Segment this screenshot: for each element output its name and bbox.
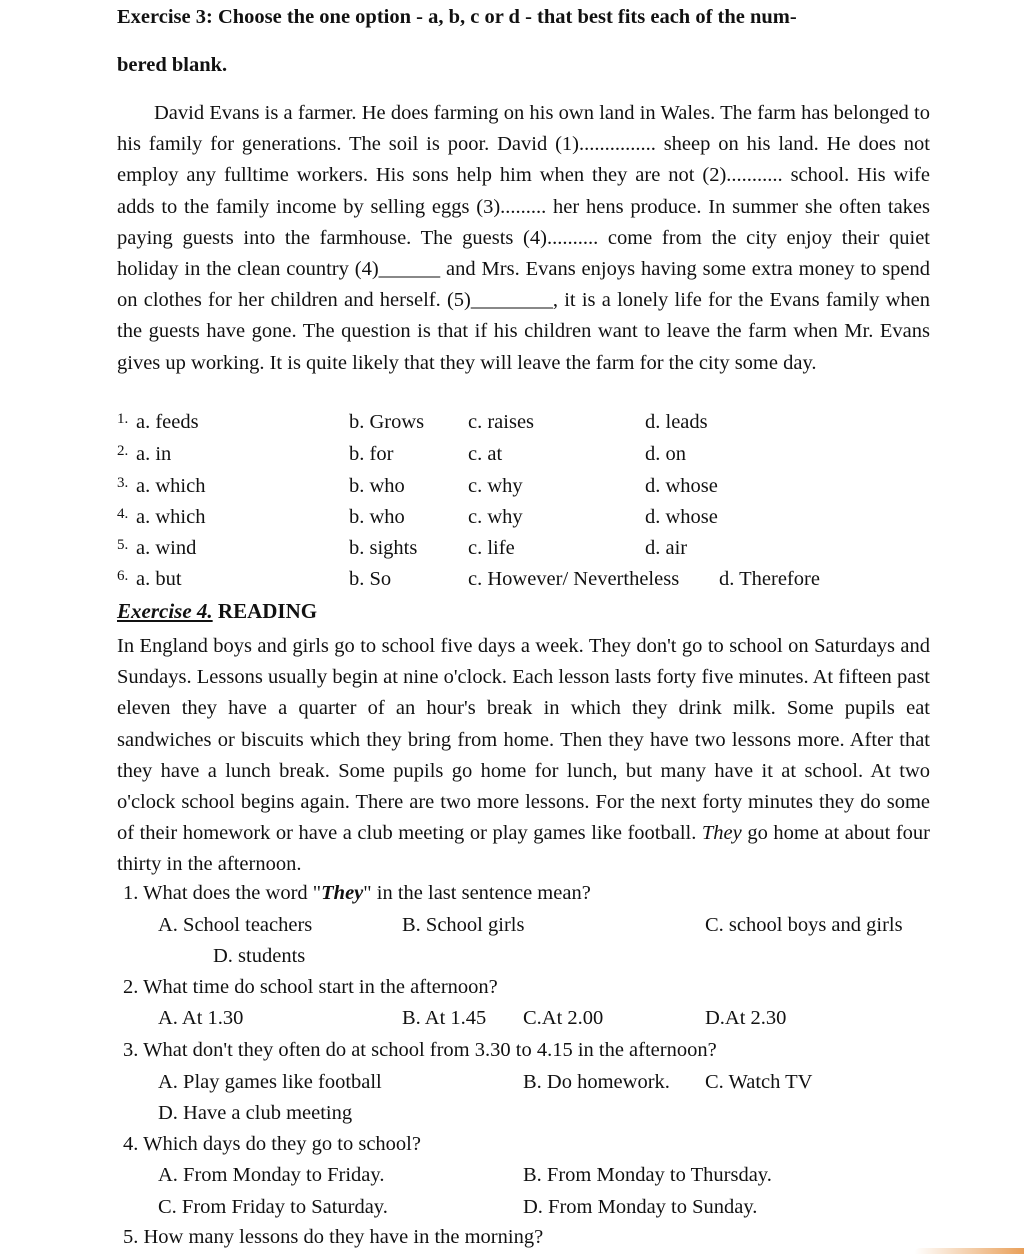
- option-d: d. air: [645, 537, 688, 559]
- q2-option-a: A. At 1.30: [158, 1007, 244, 1029]
- exercise4-heading: [117, 599, 317, 624]
- option-b: b. for: [349, 443, 394, 465]
- question-1-text-start: 1. What does the word ": [123, 882, 322, 904]
- option-number: 3.: [117, 475, 129, 491]
- q1-option-d: D. students: [213, 945, 306, 967]
- option-c: c. However/ Nevertheless: [468, 568, 680, 590]
- question-1-text-end: " in the last sentence mean?: [363, 882, 591, 904]
- option-c: c. why: [468, 475, 523, 497]
- option-b: b. who: [349, 506, 405, 528]
- exercise3-title-line1: Exercise 3: Choose the one option - a, b, c or d - that best fits each of the num-: [117, 6, 797, 28]
- option-b: b. sights: [349, 537, 418, 559]
- option-c: c. life: [468, 537, 515, 559]
- question-2: 2. What time do school start in the afternoon?: [123, 976, 498, 998]
- option-a: a. feeds: [136, 411, 199, 433]
- option-d: d. Therefore: [719, 568, 820, 590]
- option-number: 1.: [117, 411, 129, 427]
- option-d: d. on: [645, 443, 686, 465]
- q1-option-c: C. school boys and girls: [705, 914, 903, 936]
- option-c: c. why: [468, 506, 523, 528]
- option-c: c. raises: [468, 411, 535, 433]
- option-b: b. who: [349, 475, 405, 497]
- option-number: 2.: [117, 443, 129, 459]
- question-1-word: They: [321, 882, 364, 904]
- q1-option-a: A. School teachers: [158, 914, 313, 936]
- question-3: 3. What don't they often do at school from 3.30 to 4.15 in the afternoon?: [123, 1039, 717, 1061]
- exercise4-passage-text: In England boys and girls go to school five days a week. They don't go to school on Saturdays and Sundays. Lessons usually begin at nine o'clock. Each lesson lasts forty five minutes. At fifteen past eleven they have a quarter of an hour's break in which they drink milk. Some pupils eat sandwiches or biscuits which they bring from home. Then they have two lessons more. After that they have a lunch break. Some pupils go home for lunch, but many have it at school. At two o'clock school begins again. There are two more lessons. For the next forty minutes they do some of their homework or have a club meeting or play games like football.: [117, 635, 930, 845]
- option-a: a. which: [136, 475, 206, 497]
- option-number: 4.: [117, 506, 129, 522]
- q3-option-b: B. Do homework.: [523, 1071, 670, 1093]
- option-a: a. which: [136, 506, 206, 528]
- option-b: b. Grows: [349, 411, 425, 433]
- q4-option-b: B. From Monday to Thursday.: [523, 1164, 772, 1186]
- question-4: 4. Which days do they go to school?: [123, 1133, 421, 1155]
- option-a: a. in: [136, 443, 172, 465]
- q2-option-c: C.At 2.00: [523, 1007, 604, 1029]
- question-1: [123, 882, 591, 905]
- q3-option-a: A. Play games like football: [158, 1071, 382, 1093]
- q1-option-b: B. School girls: [402, 914, 525, 936]
- exercise3-passage: [117, 98, 930, 379]
- q3-option-d: D. Have a club meeting: [158, 1102, 353, 1124]
- q4-option-d: D. From Monday to Sunday.: [523, 1196, 758, 1218]
- option-b: b. So: [349, 568, 392, 590]
- q2-option-b: B. At 1.45: [402, 1007, 487, 1029]
- q4-option-a: A. From Monday to Friday.: [158, 1164, 385, 1186]
- exercise3-passage-text: David Evans is a farmer. He does farming on his own land in Wales. The farm has belonged to his family for generations. The soil is poor. David (1)............... sheep on his land. He does not employ any fulltime workers. His sons help him when they are not (2)........... school. His wife adds to the family income by selling eggs (3)......... her hens produce. In summer she often takes paying guests into the farmhouse. The guests (4).......... come from the city enjoy their quiet holiday in the clean country (4)______ and Mrs. Evans enjoys having some extra money to spend on clothes for her children and herself. (5)________, it is a lonely life for the Evans family when the guests have gone. The question is that if his children want to leave the farm when Mr. Evans gives up working. It is quite likely that they will leave the farm for the city some day.: [117, 102, 930, 374]
- page-corner-decoration: [914, 1248, 1024, 1254]
- option-d: d. leads: [645, 411, 708, 433]
- q3-option-c: C. Watch TV: [705, 1071, 813, 1093]
- exercise3-title-line2: bered blank.: [117, 54, 228, 76]
- option-c: c. at: [468, 443, 503, 465]
- question-5: 5. How many lessons do they have in the morning?: [123, 1226, 544, 1248]
- option-number: 5.: [117, 537, 129, 553]
- option-number: 6.: [117, 568, 129, 584]
- exercise4-title: READING: [217, 599, 318, 623]
- option-d: d. whose: [645, 475, 718, 497]
- option-d: d. whose: [645, 506, 718, 528]
- exercise4-passage: [117, 631, 930, 881]
- option-a: a. but: [136, 568, 182, 590]
- q4-option-c: C. From Friday to Saturday.: [158, 1196, 388, 1218]
- option-a: a. wind: [136, 537, 197, 559]
- exercise4-label: Exercise 4.: [117, 599, 213, 623]
- q2-option-d: D.At 2.30: [705, 1007, 787, 1029]
- passage-they: They: [701, 822, 742, 845]
- exercise4-passage-end: go home at about four thirty in the afternoon.: [117, 822, 931, 876]
